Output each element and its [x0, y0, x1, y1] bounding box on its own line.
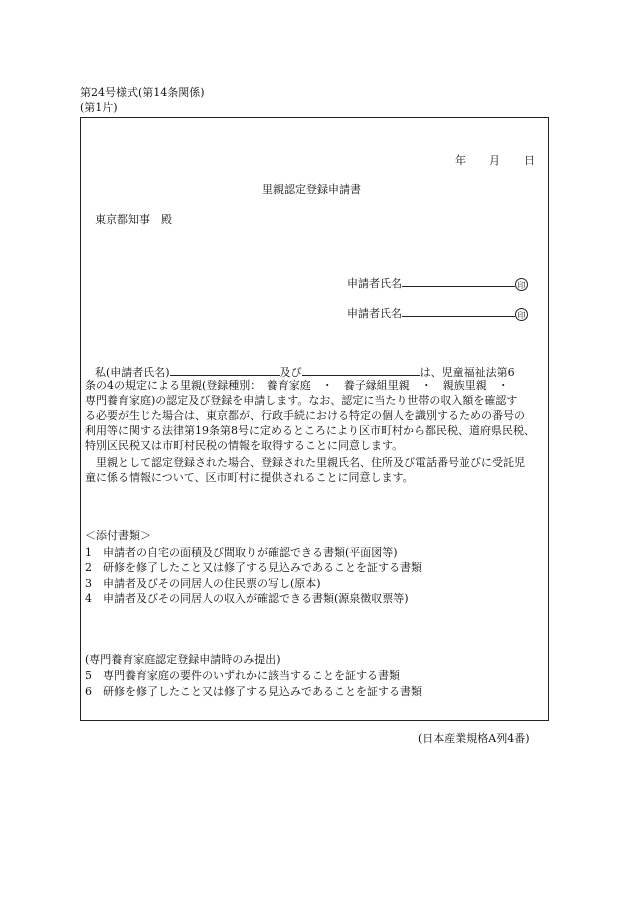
applicant-name-field[interactable] [402, 274, 515, 287]
body-line-8: 童に係る情報について、区市町村に提供されることに同意します。 [85, 471, 414, 484]
seal-mark: 印 [515, 308, 528, 321]
addressee: 東京都知事 殿 [95, 213, 172, 226]
specialist-heading: (専門養育家庭認定登録申請時のみ提出) [85, 653, 281, 666]
applicant-label: 申請者氏名 [347, 307, 402, 320]
body-line-2: 条の4の規定による里親(登録種別： 養育家庭 ・ 養子縁組里親 ・ 親族里親 ・ [85, 379, 509, 392]
attachments-heading: ＜添付書類＞ [85, 529, 151, 542]
body-line-3: 専門養育家庭)の認定及び登録を申請します。なお、認定に当たり世帯の収入額を確認す [85, 394, 518, 407]
attachment-item: 2 研修を修了したこと又は修了する見込みであることを証する書類 [85, 561, 422, 574]
specialist-item: 5 専門養育家庭の要件のいずれかに該当することを証する書類 [85, 669, 400, 682]
size-note: (日本産業規格A列4番) [418, 732, 530, 745]
body-and: 及び [279, 366, 302, 379]
date-month: 月 [489, 154, 500, 167]
date-year: 年 [455, 154, 466, 167]
body-prefix: 私(申請者氏名) [95, 366, 170, 379]
applicant-name-field[interactable] [402, 304, 515, 317]
body-line-4: る必要が生じた場合は、東京都が、行政手続における特定の個人を識別するための番号の [85, 409, 525, 422]
body-suffix: は、児童福祉法第6 [419, 366, 515, 379]
attachment-item: 4 申請者及びその同居人の収入が確認できる書類(源泉徴収票等) [85, 592, 409, 605]
applicant-blank-2[interactable] [302, 363, 420, 376]
applicant-row-1 [347, 274, 528, 291]
attachment-item: 3 申請者及びその同居人の住民票の写し(原本) [85, 577, 321, 590]
applicant-blank-1[interactable] [170, 363, 280, 376]
applicant-label: 申請者氏名 [347, 277, 402, 290]
body-line-7: 里親として認定登録された場合、登録された里親氏名、住所及び電話番号並びに受託児 [85, 456, 525, 469]
document-title: 里親認定登録申請書 [262, 183, 361, 196]
seal-mark: 印 [515, 278, 528, 291]
applicant-row-2 [347, 304, 528, 321]
form-number: 第24号様式(第14条関係) [80, 86, 205, 99]
body-line-6: 特別区民税又は市町村民税の情報を取得することに同意します。 [85, 439, 404, 452]
attachment-item: 1 申請者の自宅の面積及び間取りが確認できる書類(平面図等) [85, 546, 398, 559]
specialist-item: 6 研修を修了したこと又は修了する見込みであることを証する書類 [85, 685, 422, 698]
body-line-5: 利用等に関する法律第19条第8号に定めるところにより区市町村から都民税、道府県民税、 [85, 424, 535, 437]
page-number: (第1片) [80, 101, 118, 114]
date-day: 日 [524, 154, 535, 167]
